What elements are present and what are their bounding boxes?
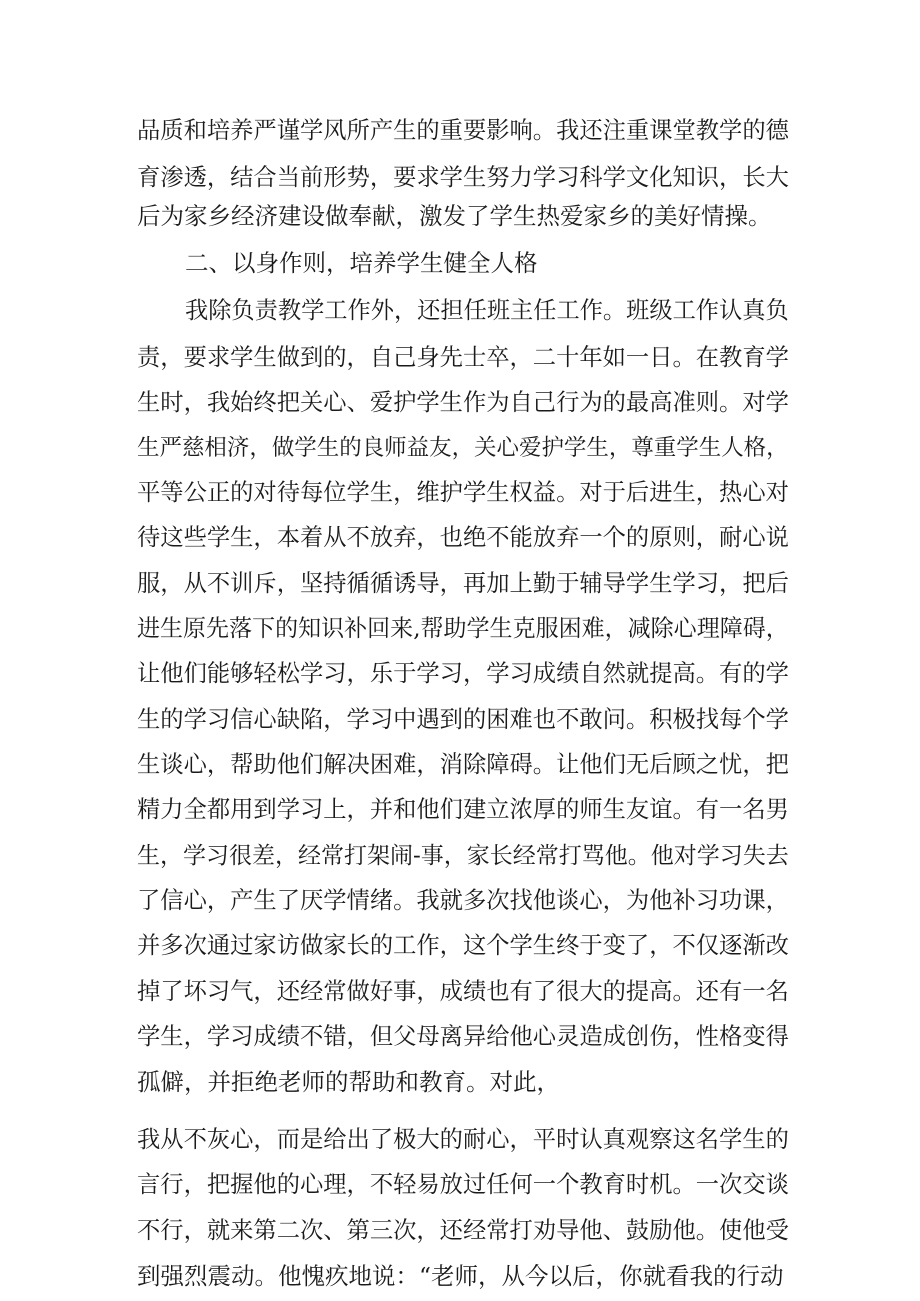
text-line: 学生，学习成绩不错，但父母离异给他心灵造成创伤，性格变得 [137, 1023, 789, 1050]
section-heading: 二、以身作则，培养学生健全人格 [185, 249, 538, 277]
text-line: 育渗透，结合当前形势，要求学生努力学习科学文化知识，长大 [137, 164, 789, 191]
text-line: 生，学习很差，经常打架闹-事，家长经常打骂他。他对学习失去 [137, 843, 789, 869]
text-line: 生的学习信心缺陷，学习中遇到的困难也不敢问。积极找每个学 [137, 706, 789, 733]
text-line: 言行，把握他的心理，不轻易放过任何一个教育时机。一次交谈 [137, 1171, 789, 1198]
text-line: 孤僻，并拒绝老师的帮助和教育。对此， [137, 1068, 560, 1096]
text-line: 平等公正的对待每位学生，维护学生权益。对于后进生，热心对 [137, 479, 789, 506]
text-line: 到强烈震动。他愧疚地说：“老师，从今以后，你就看我的行动 [137, 1262, 784, 1290]
text-line: 不行，就来第二次、第三次，还经常打劝导他、鼓励他。使他受 [137, 1217, 789, 1244]
text-line: 生严慈相济，做学生的良师益友，关心爱护学生，尊重学生人格， [137, 435, 789, 461]
text-line: 服，从不训斥，坚持循循诱导，再加上勤于辅导学生学习，把后 [137, 570, 789, 597]
text-line: 生时，我始终把关心、爱护学生作为自己行为的最高准则。对学 [137, 389, 789, 416]
text-line: 让他们能够轻松学习，乐于学习，学习成绩自然就提高。有的学 [137, 660, 789, 687]
text-line: 精力全都用到学习上，并和他们建立浓厚的师生友谊。有一名男 [137, 796, 789, 823]
text-line: 我从不灰心，而是给出了极大的耐心，平时认真观察这名学生的 [137, 1126, 789, 1153]
text-line: 并多次通过家访做家长的工作，这个学生终于变了，不仅逐渐改 [137, 932, 789, 959]
text-line: 后为家乡经济建设做奉献，激发了学生热爱家乡的美好情操。 [137, 202, 772, 230]
text-line: 我除负责教学工作外，还担任班主任工作。班级工作认真负 [185, 297, 789, 324]
text-line: 责，要求学生做到的，自己身先士卒，二十年如一日。在教育学 [137, 344, 789, 371]
text-line: 掉了坏习气，还经常做好事，成绩也有了很大的提高。还有一名 [137, 978, 789, 1005]
text-line: 品质和培养严谨学风所产生的重要影响。我还注重课堂教学的德 [137, 117, 789, 144]
text-line: 进生原先落下的知识补回来,帮助学生克服困难，减除心理障碍， [137, 616, 789, 642]
text-line: 生谈心，帮助他们解决困难，消除障碍。让他们无后顾之忧，把 [137, 751, 789, 778]
text-line: 待这些学生，本着从不放弃，也绝不能放弃一个的原则，耐心说 [137, 524, 789, 551]
text-line: 了信心，产生了厌学情绪。我就多次找他谈心，为他补习功课， [137, 887, 789, 914]
